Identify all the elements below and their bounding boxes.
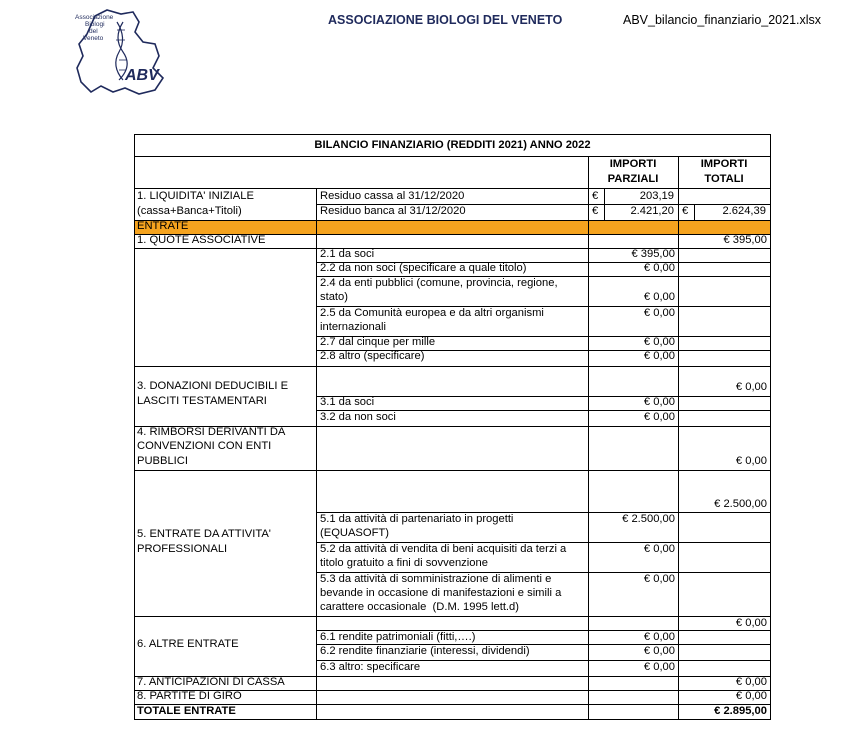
liquidita-label-2: (cassa+Banca+Titoli) [137, 205, 242, 217]
logo-text-2: Biologi [85, 21, 105, 28]
logo-text-3: del [89, 28, 98, 35]
table-title: BILANCIO FINANZIARIO (REDDITI 2021) ANNO 2022 [314, 139, 591, 151]
partite-total: € 0,00 [735, 690, 767, 702]
quote-item-value: € 0,00 [643, 350, 675, 362]
quote-item-value: € 395,00 [631, 248, 675, 260]
attivita-item-value: € 2.500,00 [622, 513, 675, 525]
partite-label: 8. PARTITE DI GIRO [137, 690, 242, 702]
cassa-currency: € [592, 190, 599, 202]
altre-total: € 0,00 [735, 617, 767, 629]
quote-item-value: € 0,00 [643, 291, 675, 303]
anticipazioni-total: € 0,00 [735, 676, 767, 688]
quote-item-label: 2.7 dal cinque per mille [320, 336, 436, 348]
totale-value: € 2.895,00 [714, 705, 767, 717]
col-partial-line2: PARZIALI [607, 173, 659, 185]
quote-label: 1. QUOTE ASSOCIATIVE [137, 234, 266, 246]
donazioni-label-1: 3. DONAZIONI DEDUCIBILI E [137, 380, 289, 392]
altre-item-value: € 0,00 [643, 645, 675, 657]
banca-label: Residuo banca al 31/12/2020 [320, 205, 466, 217]
rimborsi-total: € 0,00 [735, 455, 767, 467]
cassa-label: Residuo cassa al 31/12/2020 [320, 190, 465, 202]
quote-total: € 395,00 [723, 234, 767, 246]
totale-label: TOTALE ENTRATE [137, 705, 236, 717]
attivita-item-label: 5.3 da attività di somministrazione di alimenti e [320, 573, 552, 585]
donazioni-total: € 0,00 [735, 381, 767, 393]
attivita-item-label-cont: carattere occasionale (D.M. 1995 lett.d) [320, 601, 519, 613]
quote-item-label-cont: stato) [320, 291, 348, 303]
logo-text-4: Veneto [83, 35, 104, 42]
rimborsi-label-3: PUBBLICI [137, 455, 188, 467]
altre-label: 6. ALTRE ENTRATE [137, 638, 239, 650]
rimborsi-label-1: 4. RIMBORSI DERIVANTI DA [137, 426, 286, 438]
logo-mark: ABV [125, 67, 159, 84]
col-partial-line1: IMPORTI [609, 158, 657, 170]
donazioni-item-value: € 0,00 [643, 396, 675, 408]
cassa-value: 203,19 [639, 190, 674, 202]
altre-item-label: 6.2 rendite finanziarie (interessi, dividendi) [320, 645, 530, 657]
altre-item-value: € 0,00 [643, 631, 675, 643]
attivita-item-label-cont: bevande in occasione di manifestazioni e simili a [320, 587, 562, 599]
donazioni-item-value: € 0,00 [643, 411, 675, 423]
quote-item-label: 2.1 da soci [320, 248, 375, 260]
banca-currency: € [592, 205, 599, 217]
attivita-item-label-cont: titolo gratuito a fini di sovvenzione [320, 557, 488, 569]
donazioni-label-2: LASCITI TESTAMENTARI [137, 395, 267, 407]
donazioni-item-label: 3.1 da soci [320, 396, 375, 408]
quote-item-label: 2.4 da enti pubblici (comune, provincia, regione, [320, 277, 558, 289]
attivita-total: € 2.500,00 [714, 498, 767, 510]
anticipazioni-label: 7. ANTICIPAZIONI DI CASSA [137, 676, 285, 688]
col-total-line2: TOTALI [704, 173, 744, 185]
altre-item-value: € 0,00 [643, 661, 675, 673]
attivita-item-label-cont: (EQUASOFT) [320, 527, 389, 539]
financial-statement-table [134, 134, 771, 720]
attivita-item-value: € 0,00 [643, 543, 675, 555]
quote-item-value: € 0,00 [643, 336, 675, 348]
donazioni-item-label: 3.2 da non soci [320, 411, 396, 423]
quote-item-label: 2.5 da Comunità europea e da altri organismi [320, 307, 544, 319]
abv-logo [73, 8, 173, 96]
logo-text-1: Associazione [75, 14, 114, 21]
altre-item-label: 6.1 rendite patrimoniali (fitti,….) [320, 631, 476, 643]
attivita-item-value: € 0,00 [643, 573, 675, 585]
col-total-line1: IMPORTI [700, 158, 748, 170]
quote-item-value: € 0,00 [643, 262, 675, 274]
quote-item-value: € 0,00 [643, 307, 675, 319]
liquidita-total-currency: € [682, 205, 689, 217]
altre-item-label: 6.3 altro: specificare [320, 661, 421, 673]
entrate-label: ENTRATE [137, 220, 189, 232]
banca-value: 2.421,20 [630, 205, 674, 217]
attivita-label-2: PROFESSIONALI [137, 543, 228, 555]
entrate-band [134, 220, 771, 234]
liquidita-total-value: 2.624,39 [722, 205, 766, 217]
quote-item-label-cont: internazionali [320, 321, 386, 333]
liquidita-label-1: 1. LIQUIDITA' INIZIALE [137, 190, 254, 202]
attivita-item-label: 5.2 da attività di vendita di beni acquisiti da terzi a [320, 543, 567, 555]
attivita-item-label: 5.1 da attività di partenariato in progetti [320, 513, 514, 525]
attivita-label-1: 5. ENTRATE DA ATTIVITA' [137, 528, 271, 540]
rimborsi-label-2: CONVENZIONI CON ENTI [137, 440, 272, 452]
organization-name: ASSOCIAZIONE BIOLOGI DEL VENETO [328, 13, 563, 27]
quote-item-label: 2.8 altro (specificare) [320, 350, 425, 362]
file-name: ABV_bilancio_finanziario_2021.xlsx [623, 13, 822, 27]
quote-item-label: 2.2 da non soci (specificare a quale titolo) [320, 262, 527, 274]
